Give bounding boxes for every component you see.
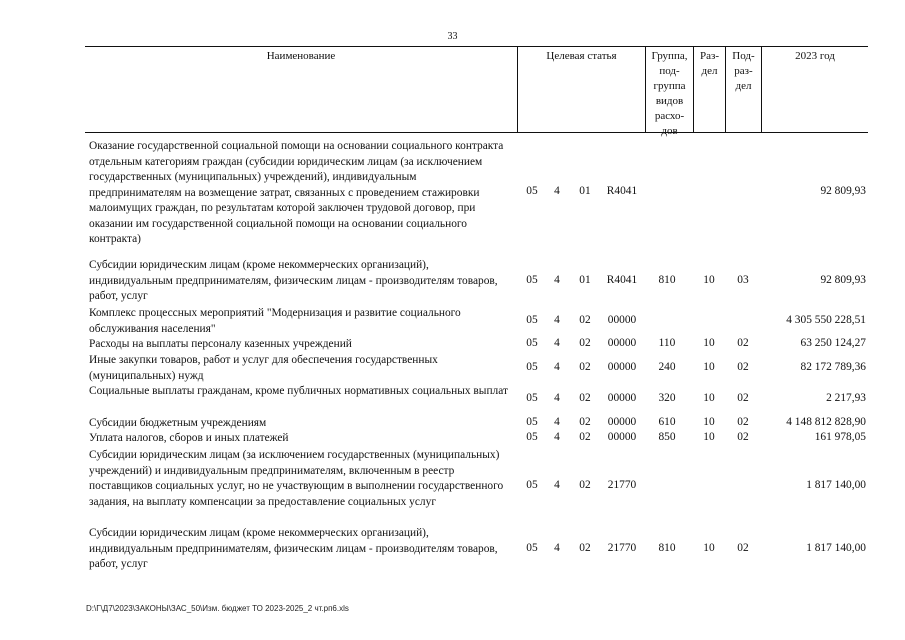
header-subsection: Под- раз- дел: [725, 47, 761, 132]
row-name: Комплекс процессных мероприятий "Модернизация и развитие социального обслуживания населения": [89, 307, 461, 335]
header-group: Группа, под- группа видов расхо- дов: [645, 47, 693, 132]
code-program: 05: [526, 479, 538, 491]
code-target: 00000: [607, 337, 637, 349]
table-header: [85, 46, 868, 137]
row-amount: 1 817 140,00: [806, 542, 866, 554]
header-year: 2023 год: [761, 47, 868, 132]
row-amount: 4 305 550 228,51: [786, 314, 866, 326]
row-name: Субсидии юридическим лицам (за исключением государственных (муниципальных) учреждений) и индивидуальным предпринимателям, включенным в реестр поставщиков социальных услуг, но не участвующим в выполнении государственного задания, на выплату компенсации за предоставление социальных услуг: [89, 449, 504, 508]
code-subsection: 03: [737, 274, 749, 286]
code-group: 810: [658, 274, 676, 286]
code-subprogram: 4: [554, 314, 560, 326]
code-subprogram: 4: [554, 274, 560, 286]
code-program: 05: [526, 542, 538, 554]
row-name: Социальные выплаты гражданам, кроме публичных нормативных социальных выплат: [89, 385, 508, 397]
code-target: 00000: [607, 431, 637, 443]
code-direction: 02: [579, 392, 591, 404]
table-row: [85, 306, 868, 337]
code-subprogram: 4: [554, 416, 560, 428]
code-target: 00000: [607, 416, 637, 428]
row-name: Субсидии бюджетным учреждениям: [89, 417, 267, 429]
code-program: 05: [526, 361, 538, 373]
code-direction: 02: [579, 416, 591, 428]
code-section: 10: [703, 361, 715, 373]
code-group: 850: [658, 431, 676, 443]
code-program: 05: [526, 337, 538, 349]
table-row: [85, 416, 868, 432]
code-direction: 02: [579, 542, 591, 554]
code-section: 10: [703, 416, 715, 428]
row-name: Оказание государственной социальной помощи на основании социального контракта отдельным категориям граждан (субсидии юридическим лицам (за исключением государственных (муниципальных) учреждений), индивидуальным предпринимателям на возмещение затрат, связанных с проведением стажировки малоимущих граждан, по результатам которой заключен трудовой договор, при оказании им государственной социальной помощи на основании социального контракта): [89, 140, 504, 245]
code-section: 10: [703, 431, 715, 443]
code-group: 810: [658, 542, 676, 554]
code-program: 05: [526, 416, 538, 428]
table-row: [85, 431, 868, 447]
table-row: [85, 384, 868, 415]
code-section: 10: [703, 274, 715, 286]
code-section: 10: [703, 392, 715, 404]
code-group: 320: [658, 392, 676, 404]
code-subprogram: 4: [554, 392, 560, 404]
row-name: Уплата налогов, сборов и иных платежей: [89, 432, 289, 444]
code-program: 05: [526, 314, 538, 326]
code-direction: 01: [579, 274, 591, 286]
code-direction: 01: [579, 185, 591, 197]
code-subsection: 02: [737, 431, 749, 443]
code-subsection: 02: [737, 337, 749, 349]
row-amount: 2 217,93: [826, 392, 866, 404]
code-section: 10: [703, 337, 715, 349]
table-row: [85, 258, 868, 305]
table-row: [85, 337, 868, 353]
code-target: 00000: [607, 392, 637, 404]
table-row: [85, 353, 868, 384]
code-subsection: 02: [737, 361, 749, 373]
code-program: 05: [526, 431, 538, 443]
row-name: Субсидии юридическим лицам (кроме некоммерческих организаций), индивидуальным предпринимателям, физическим лицам - производителям товаров, работ, услуг: [89, 259, 498, 302]
code-direction: 02: [579, 361, 591, 373]
row-amount: 82 172 789,36: [800, 361, 866, 373]
row-amount: 92 809,93: [820, 185, 866, 197]
file-path: D:\Г\Д7\2023\ЗАКОНЫ\ЗАС_50\Изм. бюджет ТО 2023-2025_2 чт.рп6.xls: [86, 604, 349, 613]
code-subsection: 02: [737, 392, 749, 404]
header-target: Целевая статья: [517, 47, 645, 132]
code-program: 05: [526, 274, 538, 286]
code-direction: 02: [579, 314, 591, 326]
code-subprogram: 4: [554, 361, 560, 373]
table-row: [85, 526, 868, 573]
code-direction: 02: [579, 479, 591, 491]
table-row: [85, 139, 868, 247]
code-subprogram: 4: [554, 479, 560, 491]
row-name: Иные закупки товаров, работ и услуг для обеспечения государственных (муниципальных) нужд: [89, 354, 438, 382]
code-subsection: 02: [737, 416, 749, 428]
row-amount: 1 817 140,00: [806, 479, 866, 491]
row-name: Расходы на выплаты персоналу казенных учреждений: [89, 338, 352, 350]
code-subsection: 02: [737, 542, 749, 554]
code-direction: 02: [579, 337, 591, 349]
code-target: R4041: [606, 274, 638, 286]
code-group: 610: [658, 416, 676, 428]
code-program: 05: [526, 185, 538, 197]
code-group: 240: [658, 361, 676, 373]
header-section: Раз- дел: [693, 47, 725, 132]
code-target: 00000: [607, 361, 637, 373]
code-subprogram: 4: [554, 337, 560, 349]
table-row: [85, 448, 868, 526]
row-name: Субсидии юридическим лицам (кроме некоммерческих организаций), индивидуальным предпринимателям, физическим лицам - производителям товаров, работ, услуг: [89, 527, 498, 570]
header-name: Наименование: [266, 50, 336, 62]
page-number: 33: [447, 31, 458, 42]
code-direction: 02: [579, 431, 591, 443]
row-amount: 161 978,05: [814, 431, 866, 443]
code-target: 21770: [607, 542, 637, 554]
code-group: 110: [658, 337, 676, 349]
row-amount: 92 809,93: [820, 274, 866, 286]
code-target: 21770: [607, 479, 637, 491]
row-amount: 4 148 812 828,90: [786, 416, 866, 428]
code-subprogram: 4: [554, 431, 560, 443]
code-program: 05: [526, 392, 538, 404]
code-section: 10: [703, 542, 715, 554]
row-amount: 63 250 124,27: [800, 337, 866, 349]
code-target: R4041: [606, 185, 638, 197]
code-target: 00000: [607, 314, 637, 326]
code-subprogram: 4: [554, 542, 560, 554]
code-subprogram: 4: [554, 185, 560, 197]
